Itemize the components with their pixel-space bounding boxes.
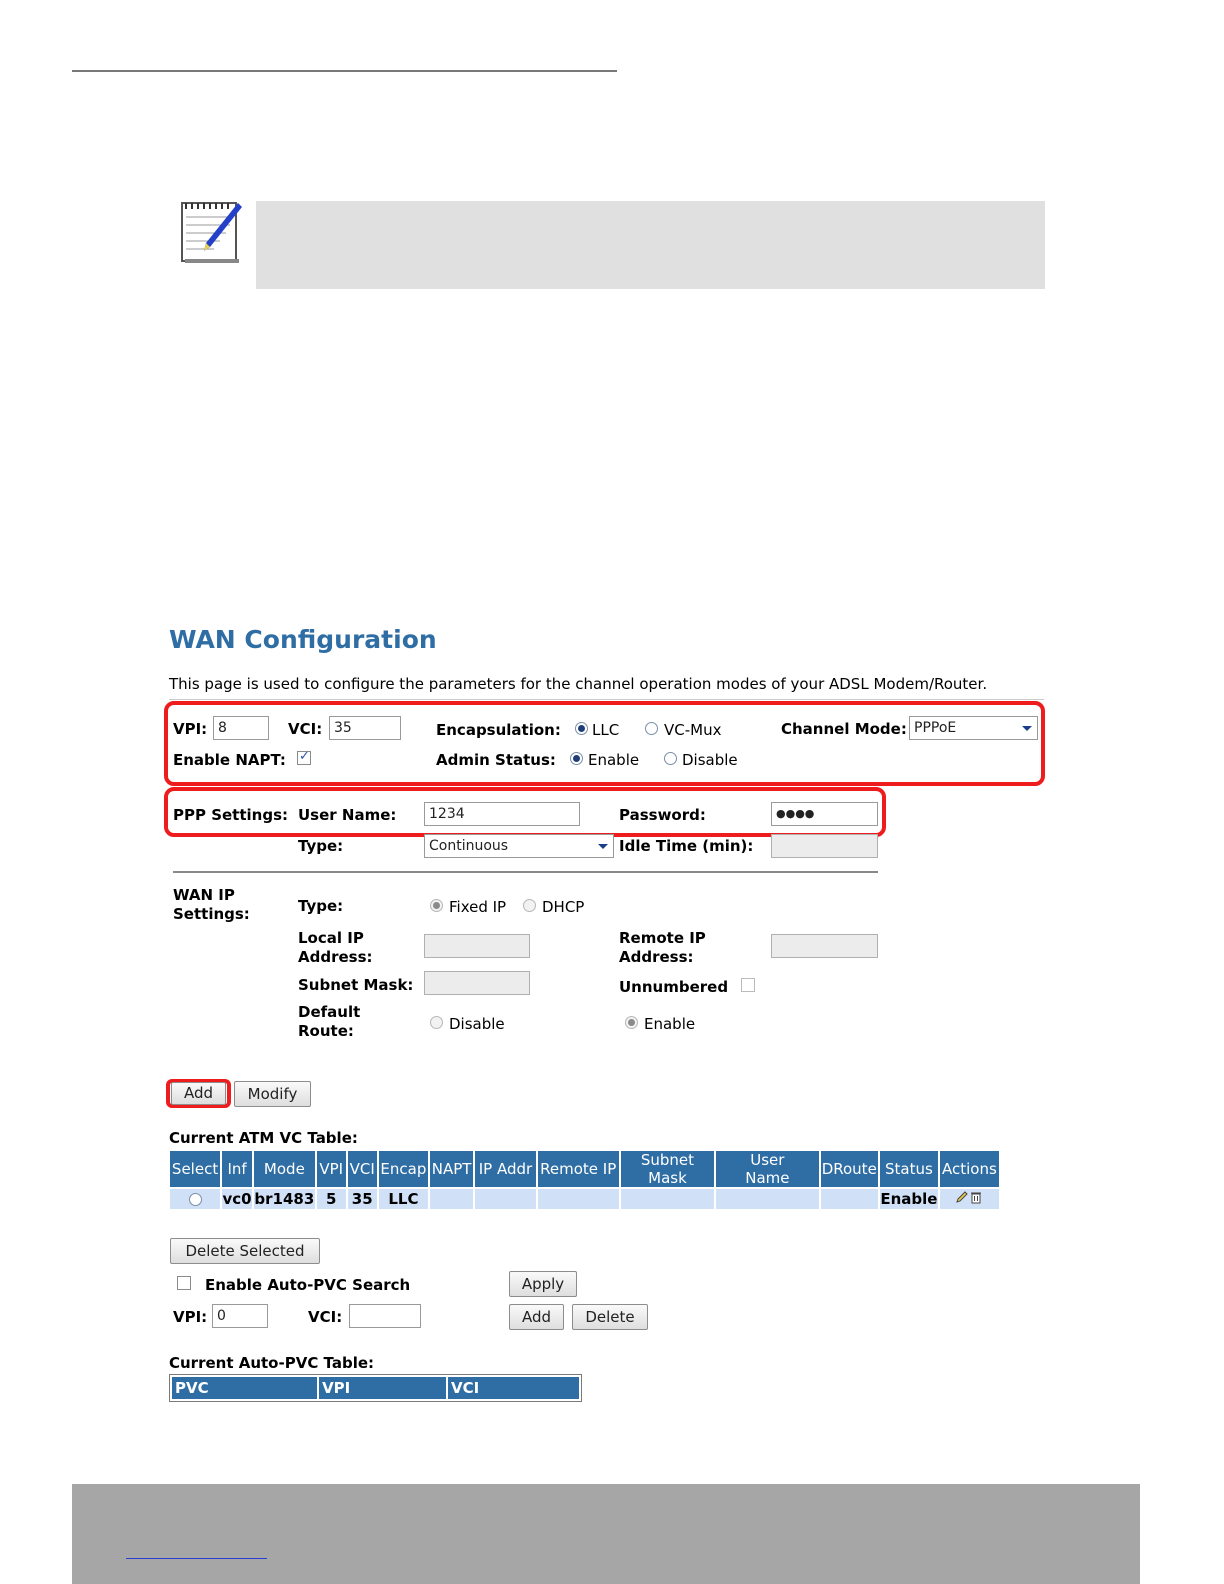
admin-status-label: Admin Status: xyxy=(436,751,556,769)
fixed-ip-radio[interactable] xyxy=(430,899,443,912)
channel-mode-label: Channel Mode: xyxy=(781,720,907,738)
remote-ip-label-line2: Address: xyxy=(619,948,694,966)
col-user-name: User Name xyxy=(716,1151,818,1187)
auto-pvc-table-title: Current Auto-PVC Table: xyxy=(169,1354,375,1372)
vc-table xyxy=(168,1149,1001,1211)
col-remote-ip: Remote IP xyxy=(538,1151,619,1187)
vpi-label: VPI: xyxy=(173,720,208,738)
admin-enable-radio[interactable] xyxy=(570,752,583,765)
col-actions: Actions xyxy=(940,1151,999,1187)
dhcp-radio[interactable] xyxy=(523,899,536,912)
auto-pvc-label: Enable Auto-PVC Search xyxy=(205,1276,411,1294)
default-route-label-line1: Default xyxy=(298,1003,361,1021)
page-description: This page is used to configure the parameters for the channel operation modes of your ADSL Modem/Router. xyxy=(169,675,988,693)
vc-table-title: Current ATM VC Table: xyxy=(169,1129,358,1147)
admin-disable-radio[interactable] xyxy=(664,752,677,765)
vc-table-header xyxy=(170,1151,999,1187)
subnet-mask-label: Subnet Mask: xyxy=(298,976,414,994)
col-vpi: VPI xyxy=(317,1151,346,1187)
wan-ip-type-label: Type: xyxy=(298,897,344,915)
page-footer xyxy=(72,1484,1140,1584)
col-napt: NAPT xyxy=(430,1151,473,1187)
fixed-ip-label: Fixed IP xyxy=(449,898,507,916)
auto-delete-button[interactable]: Delete xyxy=(572,1304,648,1330)
auto-vci-label: VCI: xyxy=(308,1308,343,1326)
ppp-password-input[interactable]: ●●●● xyxy=(771,802,878,826)
admin-disable-label: Disable xyxy=(682,751,738,769)
col-subnet-mask: Subnet Mask xyxy=(621,1151,715,1187)
row-select-cell xyxy=(170,1189,220,1209)
channel-mode-select[interactable] xyxy=(909,716,1038,740)
route-enable-label: Enable xyxy=(644,1015,696,1033)
vpi-input[interactable]: 8 xyxy=(213,716,269,740)
page-title: WAN Configuration xyxy=(169,625,437,654)
auto-pvc-header xyxy=(172,1377,579,1399)
route-disable-radio[interactable] xyxy=(430,1016,443,1029)
wan-ip-label-line2: Settings: xyxy=(173,905,250,923)
header-rule xyxy=(72,70,617,72)
encap-llc-radio[interactable] xyxy=(575,722,588,735)
row-napt xyxy=(430,1189,473,1209)
ppp-username-label: User Name: xyxy=(298,806,397,824)
delete-selected-button[interactable]: Delete Selected xyxy=(170,1238,320,1264)
encap-llc-label: LLC xyxy=(592,721,620,739)
ppp-settings-label: PPP Settings: xyxy=(173,806,289,824)
row-remote-ip xyxy=(538,1189,619,1209)
remote-ip-input[interactable] xyxy=(771,934,878,958)
remote-ip-label-line1: Remote IP xyxy=(619,929,706,947)
ppp-type-value: Continuous xyxy=(429,838,509,854)
col-pvc-vci: VCI xyxy=(448,1377,579,1399)
description-rule xyxy=(169,699,1044,700)
auto-pvc-checkbox[interactable] xyxy=(177,1276,191,1290)
row-vci: 35 xyxy=(348,1189,377,1209)
ppp-type-label: Type: xyxy=(298,837,344,855)
encap-vcmux-radio[interactable] xyxy=(645,722,658,735)
highlight-atm-settings xyxy=(164,701,1045,786)
add-button[interactable]: Add xyxy=(171,1082,226,1105)
row-droute xyxy=(821,1189,878,1209)
auto-vpi-input[interactable]: 0 xyxy=(212,1304,268,1328)
unnumbered-label: Unnumbered xyxy=(619,978,729,996)
auto-vpi-label: VPI: xyxy=(173,1308,208,1326)
col-ip-addr: IP Addr xyxy=(475,1151,535,1187)
footer-link-underline xyxy=(126,1558,267,1559)
col-encap: Encap xyxy=(379,1151,428,1187)
auto-add-button[interactable]: Add xyxy=(509,1304,564,1330)
local-ip-input[interactable] xyxy=(424,934,530,958)
default-route-label-line2: Route: xyxy=(298,1022,354,1040)
route-enable-radio[interactable] xyxy=(625,1016,638,1029)
apply-button[interactable]: Apply xyxy=(509,1271,577,1297)
col-pvc: PVC xyxy=(172,1377,317,1399)
dhcp-label: DHCP xyxy=(542,898,585,916)
ppp-username-input[interactable]: 1234 xyxy=(424,802,580,826)
route-disable-label: Disable xyxy=(449,1015,505,1033)
ppp-type-select[interactable] xyxy=(424,834,614,858)
row-inf: vc0 xyxy=(222,1190,252,1208)
idle-time-label: Idle Time (min): xyxy=(619,837,754,855)
row-ip-addr xyxy=(475,1189,535,1209)
row-select-radio[interactable] xyxy=(189,1193,202,1206)
auto-pvc-table xyxy=(169,1374,582,1402)
idle-time-input[interactable] xyxy=(771,834,878,858)
col-vci: VCI xyxy=(348,1151,377,1187)
subnet-mask-input[interactable] xyxy=(424,971,530,995)
row-mode: br1483 xyxy=(254,1190,315,1208)
modify-button[interactable]: Modify xyxy=(234,1081,311,1107)
row-status: Enable xyxy=(880,1190,938,1208)
ppp-password-label: Password: xyxy=(619,806,706,824)
note-icon xyxy=(180,199,242,265)
table-row xyxy=(170,1189,999,1209)
napt-label: Enable NAPT: xyxy=(173,751,286,769)
vci-label: VCI: xyxy=(288,720,323,738)
col-mode: Mode xyxy=(254,1151,315,1187)
encapsulation-label: Encapsulation: xyxy=(436,721,561,739)
local-ip-label-line1: Local IP xyxy=(298,929,364,947)
row-subnet-mask xyxy=(621,1189,715,1209)
local-ip-label-line2: Address: xyxy=(298,948,373,966)
col-droute: DRoute xyxy=(821,1151,878,1187)
wan-ip-label-line1: WAN IP xyxy=(173,886,235,904)
row-user-name xyxy=(716,1189,818,1209)
chevron-down-icon xyxy=(1022,726,1032,731)
row-encap: LLC xyxy=(379,1189,428,1209)
vci-input[interactable]: 35 xyxy=(329,716,401,740)
row-actions xyxy=(940,1189,999,1209)
col-inf: Inf xyxy=(222,1151,252,1187)
pencil-icon[interactable] xyxy=(955,1190,969,1208)
encap-vcmux-label: VC-Mux xyxy=(664,721,722,739)
note-box xyxy=(256,201,1045,289)
channel-mode-value: PPPoE xyxy=(914,720,957,736)
col-select: Select xyxy=(170,1151,220,1187)
col-pvc-vpi: VPI xyxy=(319,1377,446,1399)
admin-enable-label: Enable xyxy=(588,751,640,769)
napt-checkbox[interactable] xyxy=(297,751,311,765)
unnumbered-checkbox[interactable] xyxy=(741,978,755,992)
section-divider xyxy=(173,871,878,873)
row-vpi: 5 xyxy=(317,1189,346,1209)
chevron-down-icon xyxy=(598,844,608,849)
col-status: Status xyxy=(880,1151,938,1187)
auto-vci-input[interactable] xyxy=(349,1304,421,1328)
trash-icon[interactable] xyxy=(969,1190,983,1208)
